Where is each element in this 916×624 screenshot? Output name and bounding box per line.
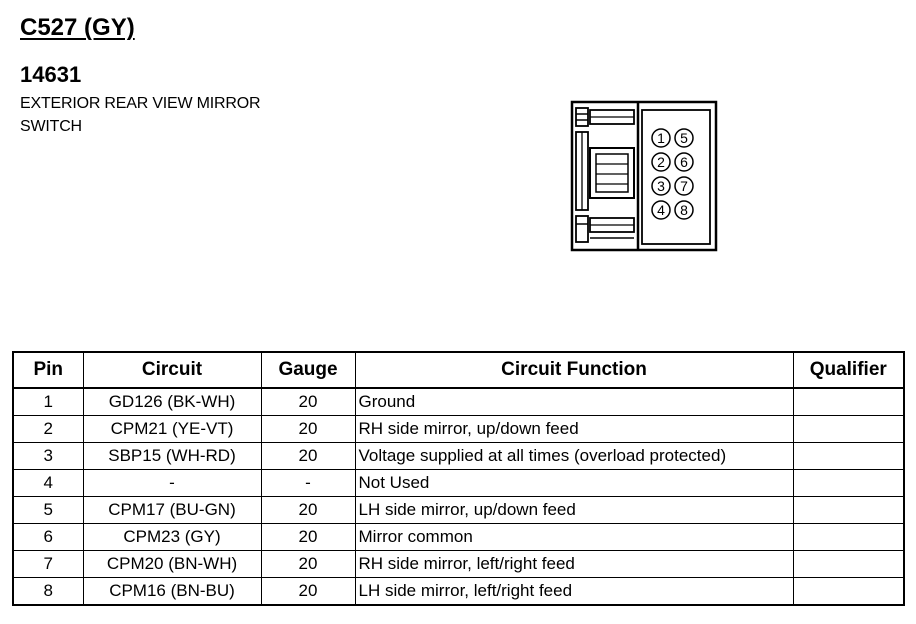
circuit-cell: CPM21 (YE-VT) (83, 416, 261, 443)
pin-label-1: 1 (657, 130, 665, 146)
gauge-cell: 20 (261, 551, 355, 578)
qualifier-cell (793, 524, 904, 551)
header-qualifier: Qualifier (793, 352, 904, 388)
circuit-function-cell: LH side mirror, left/right feed (355, 578, 793, 606)
table-row (13, 416, 904, 443)
circuit-function-cell: LH side mirror, up/down feed (355, 497, 793, 524)
circuit-function-cell: RH side mirror, left/right feed (355, 551, 793, 578)
circuit-function-cell: Mirror common (355, 524, 793, 551)
gauge-cell: 20 (261, 497, 355, 524)
pin-label-2: 2 (657, 154, 665, 170)
part-number: 14631 (20, 62, 82, 87)
qualifier-cell (793, 470, 904, 497)
circuit-function-cell: RH side mirror, up/down feed (355, 416, 793, 443)
pin-label-8: 8 (680, 202, 688, 218)
gauge-cell: 20 (261, 388, 355, 416)
circuit-function-cell: Voltage supplied at all times (overload protected) (355, 443, 793, 470)
header-circuit-function: Circuit Function (355, 352, 793, 388)
table-row (13, 388, 904, 416)
gauge-cell: 20 (261, 578, 355, 606)
circuit-function-cell: Not Used (355, 470, 793, 497)
circuit-cell: GD126 (BK-WH) (83, 388, 261, 416)
pinout-table (12, 351, 905, 606)
qualifier-cell (793, 388, 904, 416)
circuit-cell: CPM16 (BN-BU) (83, 578, 261, 606)
connector-face-diagram (560, 96, 730, 256)
pin-label-7: 7 (680, 178, 688, 194)
table-row (13, 551, 904, 578)
table-row (13, 497, 904, 524)
pin-label-5: 5 (680, 130, 688, 146)
table-row (13, 578, 904, 606)
pin-cell: 7 (13, 551, 83, 578)
pin-cell: 4 (13, 470, 83, 497)
pin-cell: 3 (13, 443, 83, 470)
gauge-cell: 20 (261, 524, 355, 551)
pin-cell: 8 (13, 578, 83, 606)
qualifier-cell (793, 551, 904, 578)
circuit-cell: CPM17 (BU-GN) (83, 497, 261, 524)
header-gauge: Gauge (261, 352, 355, 388)
table-row (13, 524, 904, 551)
circuit-cell: CPM23 (GY) (83, 524, 261, 551)
qualifier-cell (793, 497, 904, 524)
pin-label-3: 3 (657, 178, 665, 194)
circuit-cell: - (83, 470, 261, 497)
qualifier-cell (793, 443, 904, 470)
circuit-function-cell: Ground (355, 388, 793, 416)
component-description-line2: SWITCH (20, 118, 82, 135)
connector-id-title: C527 (GY) (20, 14, 135, 41)
table-header-row (13, 352, 904, 388)
pin-cell: 2 (13, 416, 83, 443)
qualifier-cell (793, 416, 904, 443)
qualifier-cell (793, 578, 904, 606)
pin-cell: 5 (13, 497, 83, 524)
header-circuit: Circuit (83, 352, 261, 388)
component-description-line1: EXTERIOR REAR VIEW MIRROR (20, 95, 261, 112)
header-pin: Pin (13, 352, 83, 388)
gauge-cell: 20 (261, 416, 355, 443)
pin-cell: 6 (13, 524, 83, 551)
table-row (13, 443, 904, 470)
circuit-cell: CPM20 (BN-WH) (83, 551, 261, 578)
gauge-cell: - (261, 470, 355, 497)
pin-label-4: 4 (657, 202, 665, 218)
pin-label-6: 6 (680, 154, 688, 170)
table-row (13, 470, 904, 497)
circuit-cell: SBP15 (WH-RD) (83, 443, 261, 470)
gauge-cell: 20 (261, 443, 355, 470)
pin-cell: 1 (13, 388, 83, 416)
